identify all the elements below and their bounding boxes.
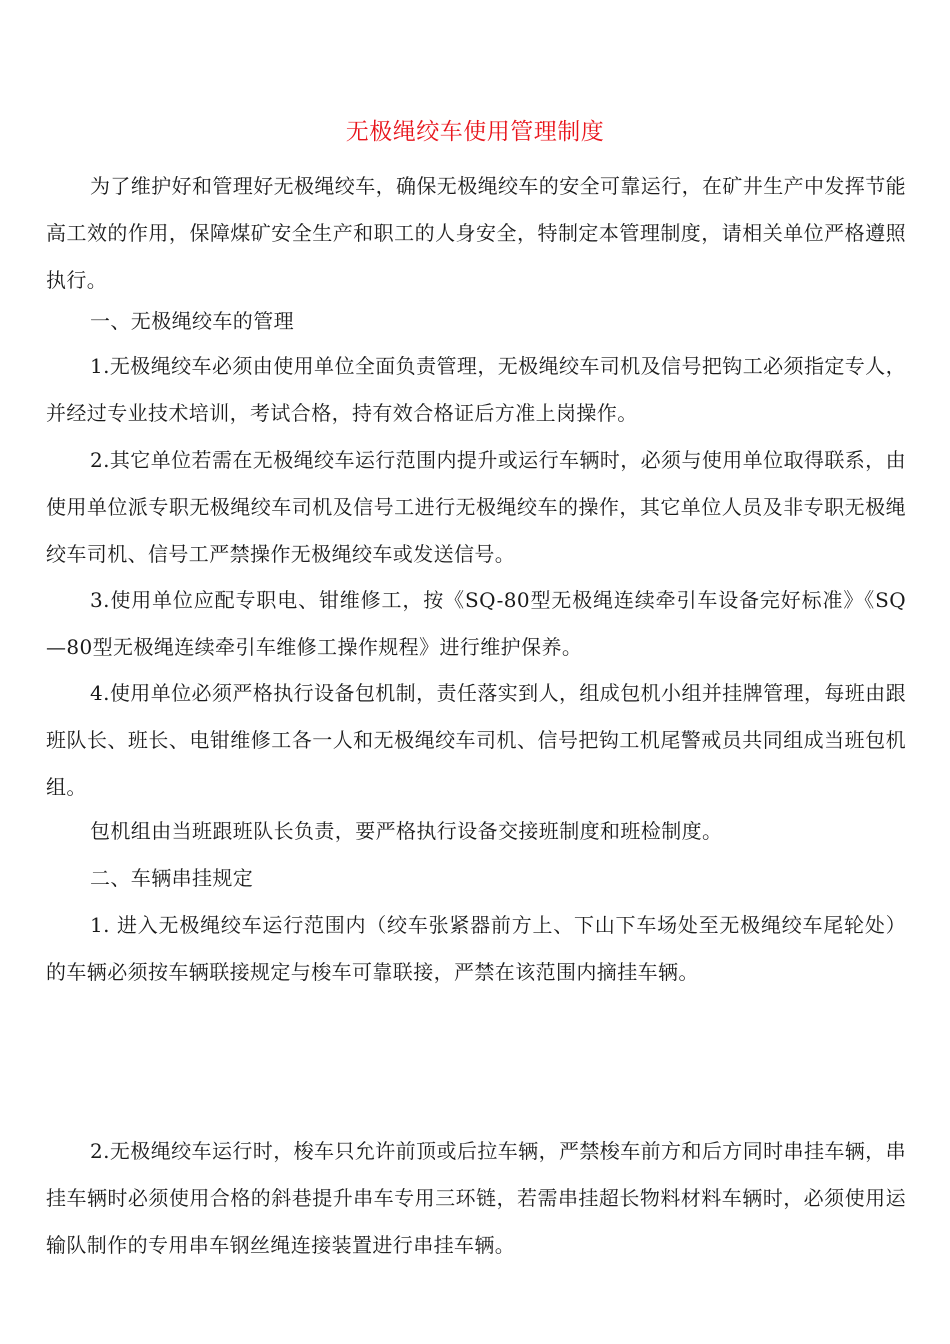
section2-item-2: 2.无极绳绞车运行时，梭车只允许前顶或后拉车辆，严禁梭车前方和后方同时串挂车辆，串挂车辆时必须使用合格的斜巷提升串车专用三环链，若需串挂超长物料材料车辆时，必须使用运输队制作的专用串车钢丝绳连接装置进行串挂车辆。	[46, 1139, 906, 1257]
section-heading-2: 二、车辆串挂规定	[90, 866, 254, 890]
section1-item-3: 3.使用单位应配专职电、钳维修工，按《SQ-80型无极绳连续牵引车设备完好标准》《SQ—80型无极绳连续牵引车维修工操作规程》进行维护保养。	[46, 588, 906, 659]
section1-item-4: 4.使用单位必须严格执行设备包机制，责任落实到人，组成包机小组并挂牌管理，每班由跟班队长、班长、电钳维修工各一人和无极绳绞车司机、信号把钩工机尾警戒员共同组成当班包机组。	[46, 681, 906, 799]
document-title: 无极绳绞车使用管理制度	[345, 119, 605, 145]
section1-item-2: 2.其它单位若需在无极绳绞车运行范围内提升或运行车辆时，必须与使用单位取得联系，由使用单位派专职无极绳绞车司机及信号工进行无极绳绞车的操作，其它单位人员及非专职无极绳绞车司机、信号工严禁操作无极绳绞车或发送信号。	[46, 448, 906, 566]
section1-note: 包机组由当班跟班队长负责，要严格执行设备交接班制度和班检制度。	[90, 819, 723, 843]
section2-item-1: 1. 进入无极绳绞车运行范围内（绞车张紧器前方上、下山下车场处至无极绳绞车尾轮处）的车辆必须按车辆联接规定与梭车可靠联接，严禁在该范围内摘挂车辆。	[46, 913, 906, 984]
section-heading-1: 一、无极绳绞车的管理	[90, 309, 294, 333]
section1-item-1: 1.无极绳绞车必须由使用单位全面负责管理，无极绳绞车司机及信号把钩工必须指定专人，并经过专业技术培训，考试合格，持有效合格证后方准上岗操作。	[46, 354, 906, 425]
intro-paragraph: 为了维护好和管理好无极绳绞车，确保无极绳绞车的安全可靠运行，在矿井生产中发挥节能高工效的作用，保障煤矿安全生产和职工的人身安全，特制定本管理制度，请相关单位严格遵照执行。	[46, 174, 906, 292]
